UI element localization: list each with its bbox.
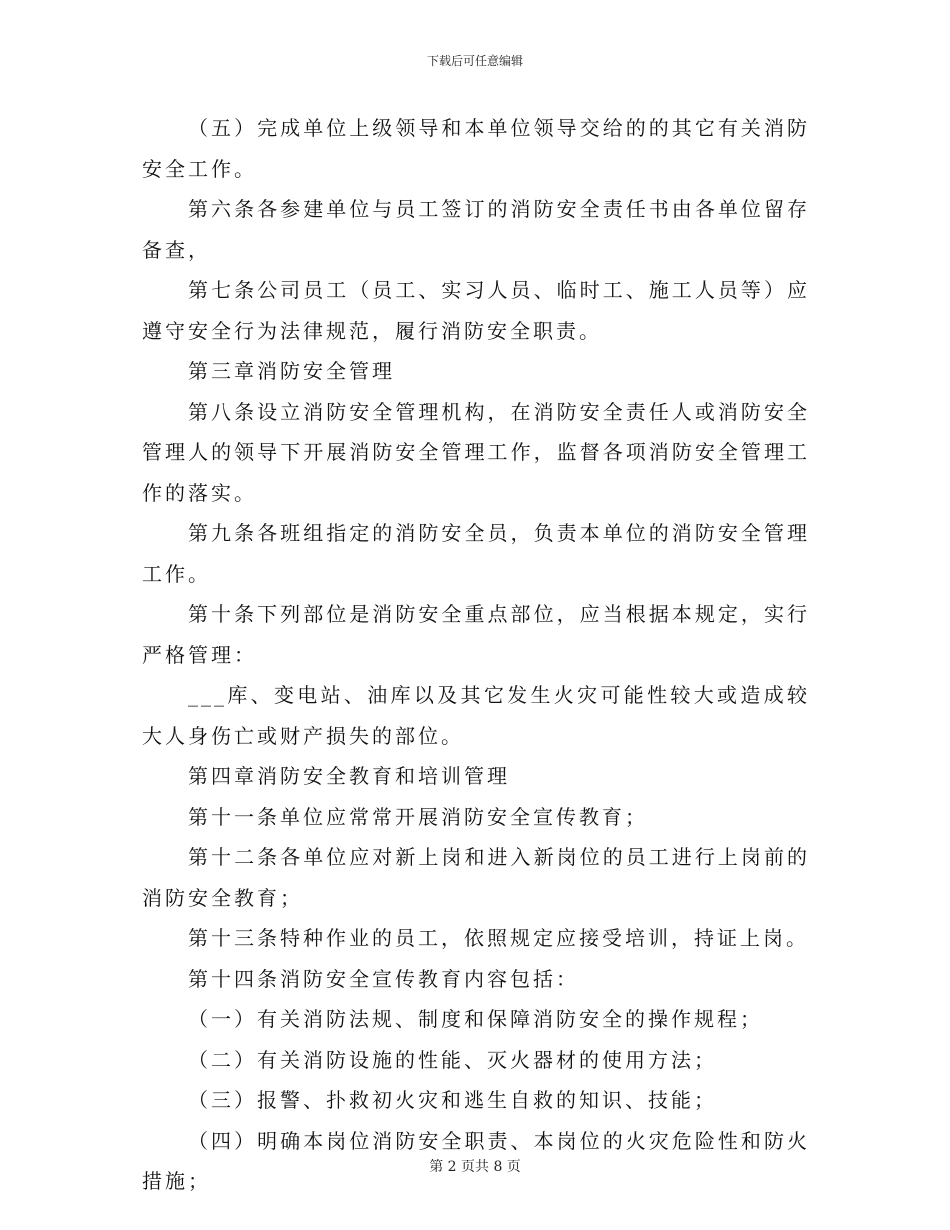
paragraph-article-9: 第九条各班组指定的消防安全员，负责本单位的消防安全管理工作。 <box>142 521 810 586</box>
paragraph-article-12: 第十二条各单位应对新上岗和进入新岗位的员工进行上岗前的消防安全教育； <box>142 845 810 910</box>
list-item-2: （二）有关消防设施的性能、灭火器材的使用方法； <box>188 1047 717 1072</box>
page-header: 下载后可任意编辑 <box>426 54 523 68</box>
list-item-1: （一）有关消防法规、制度和保障消防安全的操作规程； <box>188 1007 763 1031</box>
list-item-3: （三）报警、扑救初火灾和逃生自救的知识、技能； <box>188 1088 717 1112</box>
paragraph-article-14: 第十四条消防安全宣传教育内容包括： <box>188 966 579 991</box>
paragraph-article-8: 第八条设立消防安全管理机构，在消防安全责任人或消防安全管理人的领导下开展消防安全管理工作，监督各项消防安全管理工作的落实。 <box>142 399 810 505</box>
paragraph-article-6: 第六条各参建单位与员工签订的消防安全责任书由各单位留存备查， <box>142 197 810 262</box>
chapter-3-heading: 第三章消防安全管理 <box>188 359 395 383</box>
document-body <box>142 108 810 1202</box>
page-footer: 第 2 页共 8 页 <box>429 1159 521 1175</box>
list-item-4: （四）明确本岗位消防安全职责、本岗位的火灾危险性和防火措施； <box>142 1128 810 1193</box>
paragraph-item-5: （五）完成单位上级领导和本单位领导交给的的其它有关消防安全工作。 <box>142 116 810 181</box>
paragraph-article-10: 第十条下列部位是消防安全重点部位，应当根据本规定，实行严格管理： <box>142 602 810 667</box>
paragraph-article-11: 第十一条单位应常常开展消防安全宣传教育； <box>188 804 648 829</box>
paragraph-key-locations: ___库、变电站、油库以及其它发生火灾可能性较大或造成较大人身伤亡或财产损失的部位。 <box>142 683 810 748</box>
paragraph-article-13: 第十三条特种作业的员工，依照规定应接受培训，持证上岗。 <box>188 926 809 950</box>
paragraph-article-7: 第七条公司员工（员工、实习人员、临时工、施工人员等）应遵守安全行为法律规范，履行消防安全职责。 <box>142 278 810 343</box>
chapter-4-heading: 第四章消防安全教育和培训管理 <box>188 764 510 788</box>
